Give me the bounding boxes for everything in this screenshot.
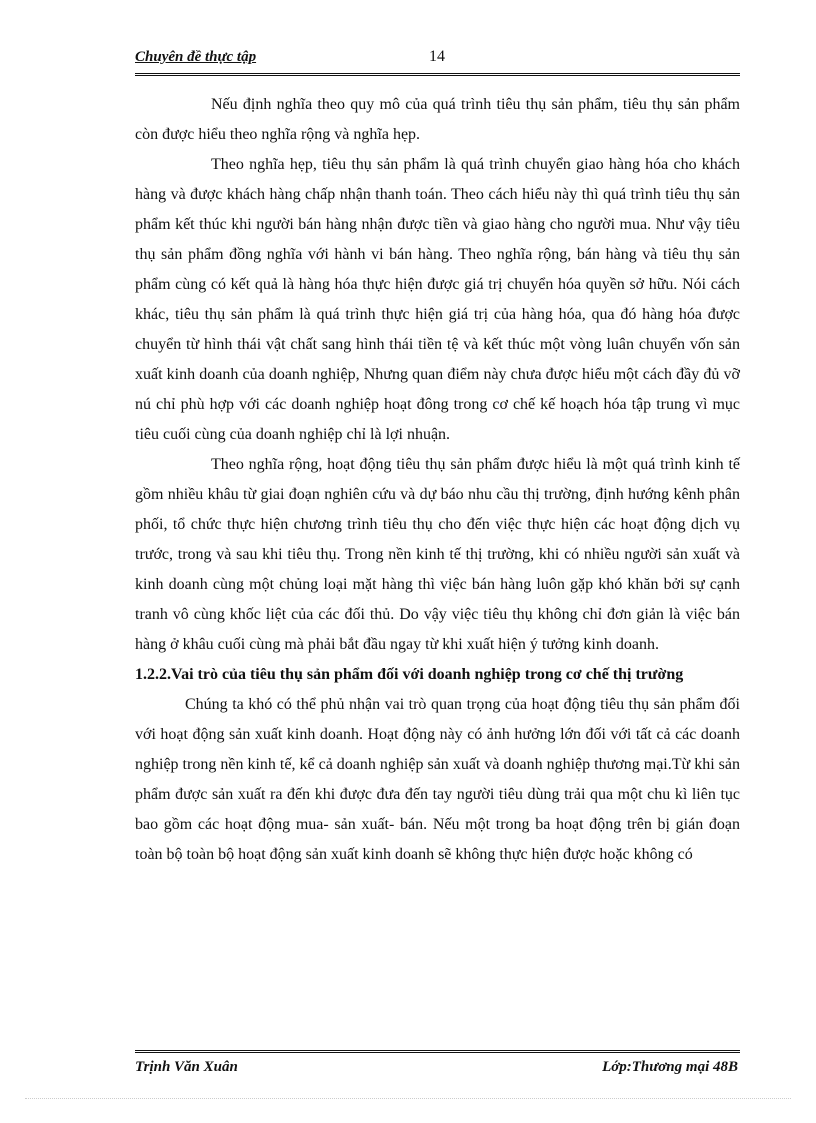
document-body [135, 90, 740, 870]
body-paragraph: Theo nghĩa rộng, hoạt động tiêu thụ sản phẩm được hiểu là một quá trình kinh tế gồm nhiều khâu từ giai đoạn nghiên cứu và dự báo nhu cầu thị trường, định hướng kênh phân phối, tổ chức thực hiện chương trình tiêu thụ cho đến việc thực hiện các hoạt động dịch vụ trước, trong và sau khi tiêu thụ. Trong nền kinh tế thị trường, khi có nhiều người sản xuất và kinh doanh cùng một chủng loại mặt hàng thì việc bán hàng luôn gặp khó khăn bởi sự cạnh tranh vô cùng khốc liệt của các đối thủ. Do vậy việc tiêu thụ không chỉ đơn giản là việc bán hàng ở khâu cuối cùng mà phải bắt đầu ngay từ khi xuất hiện ý tưởng kinh doanh. [135, 456, 740, 653]
page-footer [135, 1050, 740, 1079]
footer-class: Lớp:Thương mại 48B [602, 1059, 738, 1075]
page-header [135, 47, 740, 76]
footer-author: Trịnh Văn Xuân [135, 1059, 238, 1075]
section-heading: 1.2.2.Vai trò của tiêu thụ sản phẩm đối với doanh nghiệp trong cơ chế thị trường [135, 666, 684, 683]
page-bottom-divider [25, 1098, 791, 1099]
body-paragraph: Theo nghĩa hẹp, tiêu thụ sản phẩm là quá trình chuyển giao hàng hóa cho khách hàng và được khách hàng chấp nhận thanh toán. Theo cách hiểu này thì quá trình tiêu thụ sản phẩm kết thúc khi người bán hàng nhận được tiền và giao hàng cho người mua. Như vậy tiêu thụ sản phẩm đồng nghĩa với hành vi bán hàng. Theo nghĩa rộng, bán hàng và tiêu thụ sản phẩm cùng có kết quả là hàng hóa thực hiện được giá trị chuyển hóa quyền sở hữu. Nói cách khác, tiêu thụ sản phẩm là quá trình thực hiện giá trị của hàng hóa, qua đó hàng hóa được chuyển từ hình thái vật chất sang hình thái tiền tệ và kết thúc một vòng luân chuyển vốn sản xuất kinh doanh của doanh nghiệp, Nhưng quan điểm này chưa được hiểu một cách đầy đủ vỡ nú chỉ phù hợp với các doanh nghiệp hoạt đông trong cơ chế kế hoạch hóa tập trung vì mục tiêu cuối cùng của doanh nghiệp chỉ là lợi nhuận. [135, 156, 740, 443]
page-number: 14 [429, 48, 445, 65]
header-title: Chuyên đề thực tập [135, 49, 257, 65]
body-paragraph: Chúng ta khó có thể phủ nhận vai trò quan trọng của hoạt động tiêu thụ sản phẩm đối với hoạt động sản xuất kinh doanh. Hoạt động này có ảnh hưởng lớn đối với tất cả các doanh nghiệp trong nền kinh tế, kể cả doanh nghiệp sản xuất và doanh nghiệp thương mại.Từ khi sản phẩm được sản xuất ra đến khi được đưa đến tay người tiêu dùng trải qua một chu kì liên tục bao gồm các hoạt động mua- sản xuất- bán. Nếu một trong ba hoạt động trên bị gián đoạn toàn bộ toàn bộ hoạt động sản xuất kinh doanh sẽ không thực hiện được hoặc không có [135, 696, 740, 863]
body-paragraph: Nếu định nghĩa theo quy mô của quá trình tiêu thụ sản phẩm, tiêu thụ sản phẩm còn được hiểu theo nghĩa rộng và nghĩa hẹp. [135, 96, 740, 143]
